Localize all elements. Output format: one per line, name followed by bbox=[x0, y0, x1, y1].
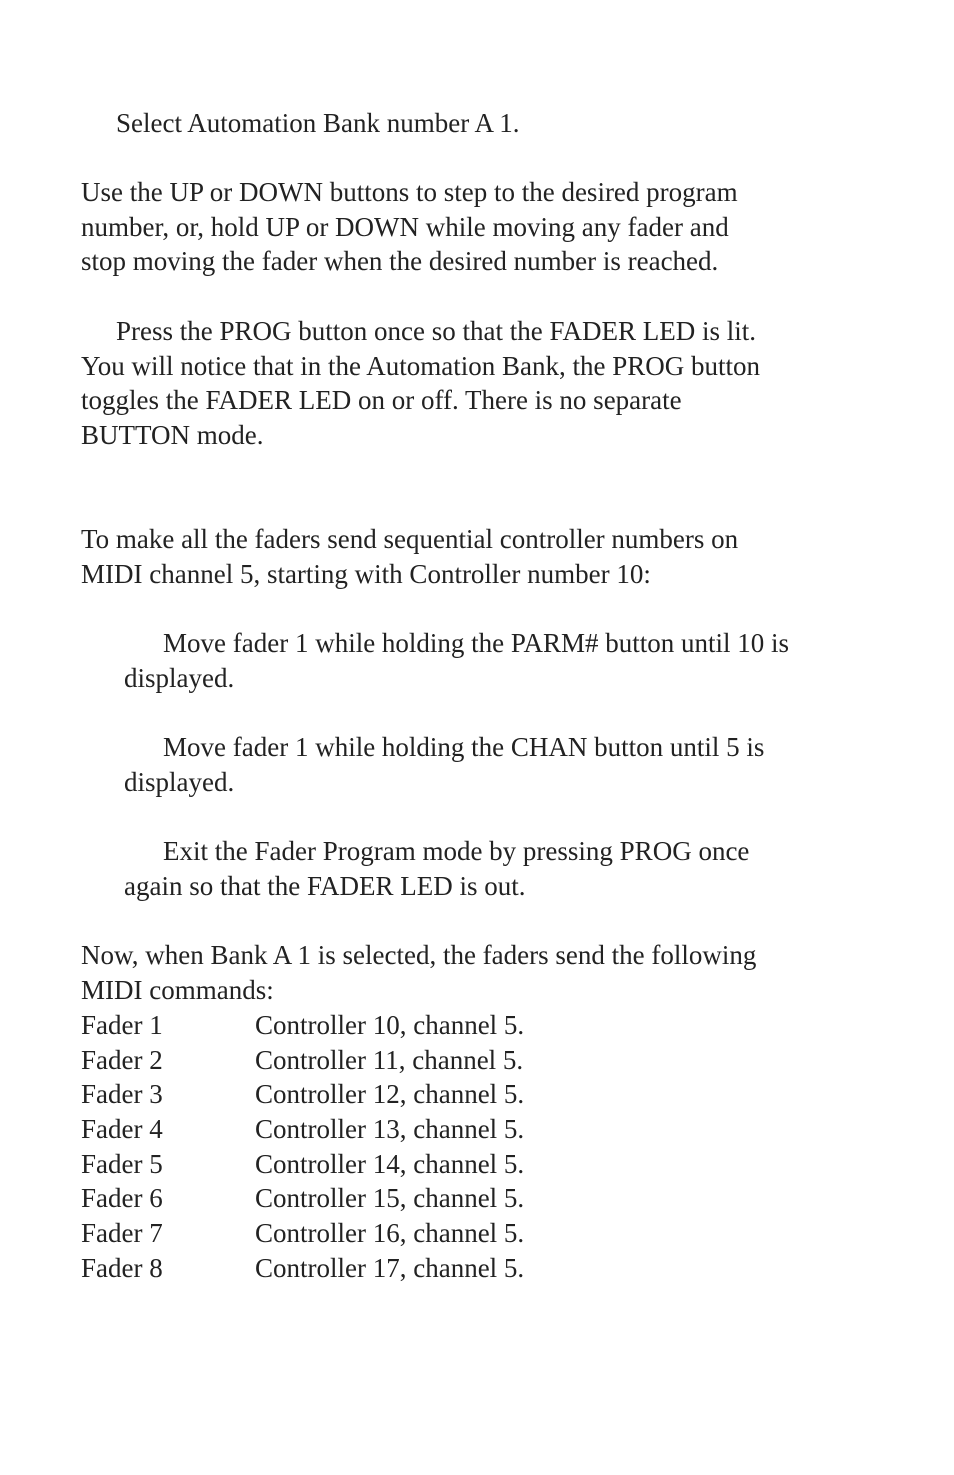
paragraph-line: Use the UP or DOWN buttons to step to the desired program bbox=[81, 177, 738, 207]
fader-name: Fader 8 bbox=[81, 1252, 163, 1283]
fader-name: Fader 1 bbox=[81, 1010, 163, 1040]
paragraph-line: stop moving the fader when the desired number is reached. bbox=[81, 246, 719, 277]
fader-name: Fader 4 bbox=[81, 1114, 163, 1145]
table-row bbox=[81, 1008, 681, 1043]
step-line: displayed. bbox=[124, 766, 235, 797]
fader-name: Fader 2 bbox=[81, 1044, 163, 1075]
fader-command: Controller 11, channel 5. bbox=[255, 1044, 524, 1075]
paragraph-line: Select Automation Bank number A 1. bbox=[116, 108, 520, 138]
fader-command: Controller 15, channel 5. bbox=[255, 1183, 525, 1214]
step-line: displayed. bbox=[124, 662, 235, 693]
table-row bbox=[81, 1216, 681, 1251]
use-buttons-paragraph bbox=[81, 175, 881, 279]
fader-command-table bbox=[81, 1008, 681, 1286]
paragraph-line: Now, when Bank A 1 is selected, the faders send the following bbox=[81, 940, 757, 970]
table-row bbox=[81, 1251, 681, 1286]
fader-command: Controller 17, channel 5. bbox=[255, 1252, 525, 1283]
fader-name: Fader 7 bbox=[81, 1218, 163, 1249]
fader-command: Controller 13, channel 5. bbox=[255, 1114, 525, 1145]
step-line: again so that the FADER LED is out. bbox=[124, 870, 526, 901]
press-prog-paragraph bbox=[81, 314, 881, 453]
paragraph-line: To make all the faders send sequential controller numbers on bbox=[81, 524, 739, 554]
fader-command: Controller 10, channel 5. bbox=[255, 1010, 525, 1040]
paragraph-line: You will notice that in the Automation Bank, the PROG button bbox=[81, 350, 760, 381]
table-row bbox=[81, 1181, 681, 1216]
step-set-controller bbox=[124, 626, 884, 695]
paragraph-line: number, or, hold UP or DOWN while moving any fader and bbox=[81, 211, 729, 242]
paragraph-line: BUTTON mode. bbox=[81, 420, 264, 451]
fader-name: Fader 3 bbox=[81, 1079, 163, 1110]
step-line: Move fader 1 while holding the PARM# button until 10 is bbox=[163, 628, 789, 658]
paragraph-line: toggles the FADER LED on or off. There is no separate bbox=[81, 385, 682, 416]
step-set-channel bbox=[124, 730, 884, 799]
example-intro-paragraph bbox=[81, 522, 881, 591]
table-row bbox=[81, 1077, 681, 1112]
fader-command: Controller 14, channel 5. bbox=[255, 1148, 525, 1179]
paragraph-line: MIDI channel 5, starting with Controller number 10: bbox=[81, 558, 651, 589]
table-row bbox=[81, 1112, 681, 1147]
step-exit-program-mode bbox=[124, 834, 884, 903]
select-bank-paragraph bbox=[81, 106, 881, 141]
fader-name: Fader 6 bbox=[81, 1183, 163, 1214]
step-line: Exit the Fader Program mode by pressing PROG once bbox=[163, 836, 750, 866]
result-intro-paragraph bbox=[81, 938, 881, 1007]
table-row bbox=[81, 1147, 681, 1182]
step-line: Move fader 1 while holding the CHAN button until 5 is bbox=[163, 732, 765, 762]
paragraph-line: Press the PROG button once so that the FADER LED is lit. bbox=[116, 316, 756, 346]
table-row bbox=[81, 1043, 681, 1078]
fader-name: Fader 5 bbox=[81, 1148, 163, 1179]
paragraph-line: MIDI commands: bbox=[81, 974, 274, 1005]
fader-command: Controller 12, channel 5. bbox=[255, 1079, 525, 1110]
fader-command: Controller 16, channel 5. bbox=[255, 1218, 525, 1249]
